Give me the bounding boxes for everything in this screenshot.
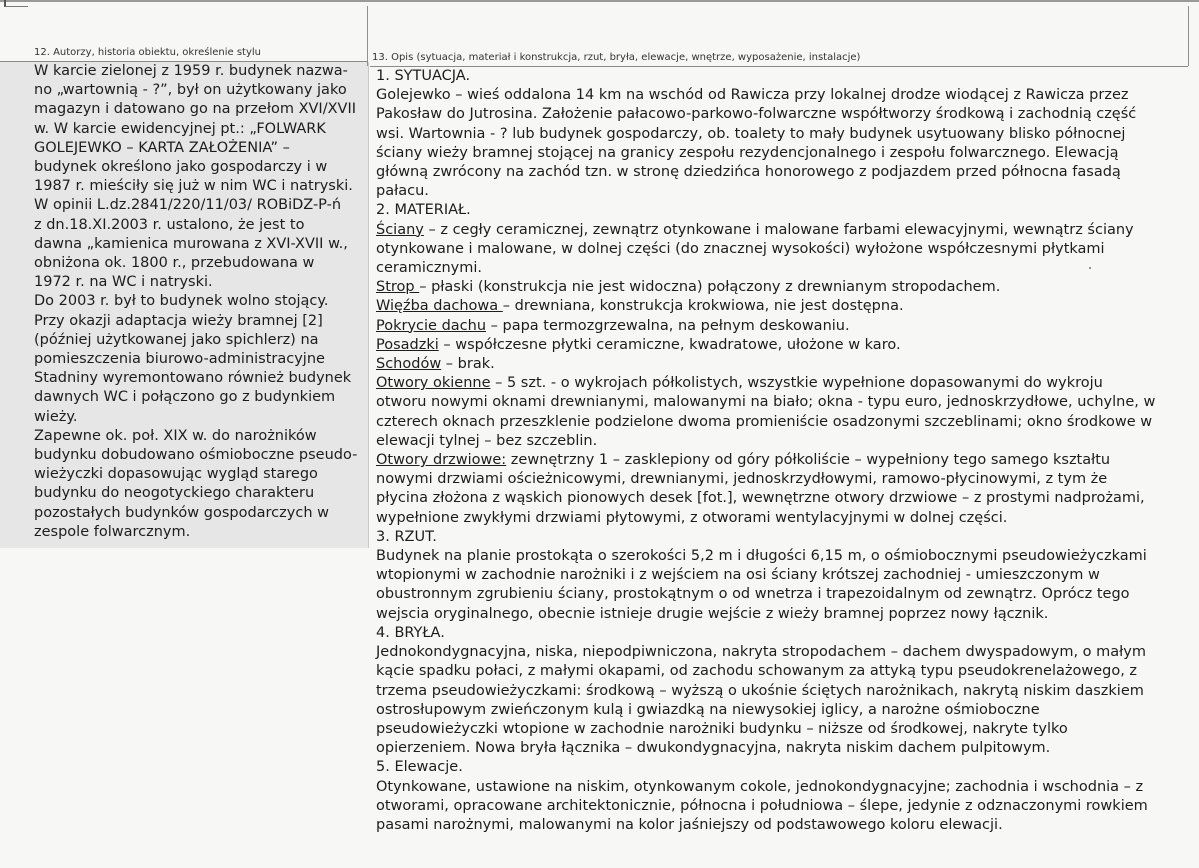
line-text: czterech oknach przeszklenie podzielone dwoma promieniście osadzonymi szczeblinami; okno środkowe w (376, 413, 1153, 430)
line-text: Golejewko – wieś oddalona 14 km na wschód od Rawicza przy lokalnej drodze wiodącej z Rawicza przez (376, 87, 1129, 104)
description-line (376, 624, 1176, 643)
right-section-heading: 13. Opis (sytuacja, materiał i konstrukcja, rzut, bryła, elewacje, wnętrze, wyposażenie, instalacje) (372, 52, 861, 63)
description-line (376, 816, 1176, 835)
description-line (376, 201, 1176, 220)
description-line (376, 643, 1176, 662)
line-text: – papa termozgrzewalna, na pełnym deskowaniu. (486, 317, 850, 334)
column-divider (367, 6, 368, 66)
history-line: (później użytkowanej jako spichlerz) na (34, 331, 319, 348)
line-text: trzema pseudowieżyczkami: środkową – wyższą o ukośnie ściętych narożnikach, nakrytą niskim daszkiem (376, 682, 1144, 699)
underlined-term: Otwory okienne (376, 375, 491, 392)
description-line (376, 125, 1176, 144)
description-line (376, 701, 1176, 720)
history-line: Do 2003 r. był to budynek wolno stojący. (34, 293, 329, 310)
line-text: – 5 szt. - o wykrojach półkolistych, wszystkie wypełnione dopasowanymi do wykroju (490, 375, 1103, 392)
line-text: kącie spadku połaci, z małymi okapami, od zachodu schowanym za attyką typu pseudokrenelażowego, z (376, 663, 1138, 680)
line-text: wtopionymi w zachodnie narożniki i z wejściem na osi ściany krótszej zachodniej - umieszczonym w (376, 567, 1100, 584)
underlined-term: Schodów (376, 356, 442, 373)
description-line (376, 182, 1176, 201)
description-line (376, 67, 1176, 86)
line-text: wejscia oryginalnego, obecnie istnieje drugie wejście z wieży bramnej poprzez nowy łącznik. (376, 605, 1049, 622)
description-line (376, 509, 1176, 528)
history-line: no „wartownią - ?”, był on użytkowany jako (34, 82, 347, 99)
history-line: Zapewne ok. poł. XIX w. do narożników (34, 427, 317, 444)
line-text: wsi. Wartownia - ? lub budynek gospodarczy, ob. toalety to mały budynek usytuowany blisko północnej (376, 125, 1126, 142)
line-text: 1. SYTUACJA. (376, 68, 471, 84)
line-text: pałacu. (376, 183, 429, 200)
description-line (376, 489, 1176, 508)
history-line: dawna „kamienica murowana z XVI-XVII w., (34, 235, 348, 252)
description-line (376, 682, 1176, 701)
line-text: Jednokondygnacyjna, niska, niepodpiwniczona, nakryta stropodachem – dachem dwyspadowym, o małym (376, 644, 1147, 661)
line-text: otynkowane i malowane, w dolnej części (do znacznej wysokości) wyłożone współczesnymi płytkami (376, 240, 1105, 257)
line-text: – brak. (441, 356, 495, 373)
line-text: opierzeniem. Nowa bryła łącznika – dwukondygnacyjna, nakryta niskim dachem pulpitowym. (376, 740, 1051, 757)
line-text: obustronnym zgrubieniu ściany, prostokątnym o od wnetrza i trapezoidalnym od zewnątrz. Oprócz tego (376, 586, 1130, 603)
corner-mark (4, 0, 28, 7)
history-line: w. W karcie ewidencyjnej pt.: „FOLWARK (34, 120, 326, 137)
description-line (376, 259, 1176, 278)
description-text (376, 67, 1176, 835)
line-text: – drewniana, konstrukcja krokwiowa, nie jest dostępna. (502, 298, 904, 315)
line-text: ostrosłupowym zwieńczonym kulą i gwiazdką na niewysokiej iglicy, a narożne ośmioboczne (376, 701, 1040, 718)
line-text: główną zwrócony na zachód tzn. w stronę dziedzińca honorowego z podjazdem przed północna fasadą (376, 164, 1121, 181)
line-text: otworami, opracowane architektonicznie, północna i południowa – ślepe, jedynie z odznaczonymi rowkiem (376, 797, 1148, 814)
description-line (376, 336, 1176, 355)
line-text: – współczesne płytki ceramiczne, kwadratowe, ułożone w karo. (438, 336, 901, 353)
description-line (376, 240, 1176, 259)
description-line (376, 355, 1176, 374)
underlined-term: Posadzki (376, 336, 439, 353)
line-text: wypełnione zwykłymi drzwiami płytowymi, z otworami wentylacyjnymi w dolnej części. (376, 509, 1008, 526)
description-line (376, 278, 1176, 297)
right-edge-divider (1188, 6, 1189, 66)
underlined-term: Więźba dachowa (376, 298, 503, 315)
line-text: Otynkowane, ustawione na niskim, otynkowanym cokole, jednokondygnacyjne; zachodnia i wschodnia – z (376, 778, 1144, 795)
line-text: 2. MATERIAŁ. (376, 202, 471, 219)
description-line (376, 758, 1176, 777)
underlined-term: Otwory drzwiowe: (376, 452, 507, 469)
underlined-term: Ściany (376, 221, 424, 238)
history-text (34, 62, 364, 542)
history-line: zespole folwarcznym. (34, 523, 191, 540)
description-line (376, 797, 1176, 816)
history-line: W opinii L.dz.2841/220/11/03/ ROBiDZ-P-ń (34, 197, 342, 214)
line-text: płycina złożona z wąskich pionowych desek [fot.], wewnętrzne otwory drzwiowe – z prostymi nadprożami, (376, 490, 1145, 507)
description-line (376, 528, 1176, 547)
line-text: Budynek na planie prostokąta o szerokości 5,2 m i długości 6,15 m, o ośmiobocznymi pseudowieżyczkami (376, 548, 1147, 565)
description-line (376, 662, 1176, 681)
line-text: 3. RZUT. (376, 528, 437, 545)
history-line: 1987 r. mieściły się już w nim WC i natryski. (34, 178, 353, 195)
history-line: wieżyczki dopasowując wygląd starego (34, 466, 318, 483)
history-line: budynku do neogotyckiego charakteru (34, 485, 315, 502)
line-text: 4. BRYŁA. (376, 624, 445, 641)
description-line (376, 566, 1176, 585)
line-text: zewnętrzny 1 – zasklepiony od góry półkoliście – wypełniony tego samego kształtu (506, 452, 1111, 469)
history-line: magazyn i datowano go na przełom XVI/XVII (34, 101, 357, 118)
description-line (376, 393, 1176, 412)
description-line (376, 720, 1176, 739)
line-text: pseudowieżyczki wtopione w zachodnie narożniki budynku – niższe od środkowej, nakryte tylko (376, 720, 1068, 737)
line-text: – płaski (konstrukcja nie jest widoczna) połączony z drewnianym stropodachem. (419, 279, 1001, 296)
description-line (376, 470, 1176, 489)
line-text: ceramicznymi. (376, 260, 483, 277)
description-line (376, 297, 1176, 316)
history-line: obniżona ok. 1800 r., przebudowana w (34, 255, 315, 272)
line-text: – z cegły ceramicznej, zewnątrz otynkowane i malowane farbami elewacyjnymi, wewnątrz ściany (423, 221, 1134, 238)
line-text: elewacji tylnej – bez szczeblin. (376, 432, 598, 449)
history-line: z dn.18.XI.2003 r. ustalono, że jest to (34, 216, 305, 233)
description-line (376, 585, 1176, 604)
history-line: Stadniny wyremontowano również budynek (34, 370, 352, 387)
underlined-term: Pokrycie dachu (376, 317, 487, 334)
top-border (0, 0, 1199, 2)
description-line (376, 105, 1176, 124)
description-line (376, 547, 1176, 566)
history-line: W karcie zielonej z 1959 r. budynek nazwa- (34, 63, 348, 79)
description-line (376, 451, 1176, 470)
description-line (376, 413, 1176, 432)
history-line: wieży. (34, 408, 78, 425)
description-line (376, 163, 1176, 182)
history-line: budynek określono jako gospodarczy i w (34, 159, 328, 176)
history-line: pomieszczenia biurowo-administracyjne (34, 351, 325, 368)
history-line: Przy okazji adaptacja wieży bramnej [2] (34, 312, 323, 329)
left-section-heading: 12. Autorzy, historia obiektu, określenie stylu (34, 47, 262, 58)
description-line (376, 317, 1176, 336)
description-line (376, 86, 1176, 105)
line-text: Pakosław do Jutrosina. Założenie pałacowo-parkowo-folwarczne współtworzy środkową i zachodnią część (376, 106, 1137, 123)
description-line (376, 374, 1176, 393)
line-text: otworu nowymi oknami drewnianymi, malowanymi na biało; okna - typu euro, jednoskrzydłowe, uchylne, w (376, 394, 1156, 411)
column-divider-lower (368, 62, 369, 548)
history-line: pozostałych budynków gospodarczych w (34, 504, 329, 521)
description-line (376, 432, 1176, 451)
line-text: pasami narożnymi, malowanymi na kolor jaśniejszy od podstawowego koloru elewacji. (376, 816, 1003, 833)
history-line: GOLEJEWKO – KARTA ZAŁOŻENIA” – (34, 139, 290, 156)
history-line: budynku dobudowano ośmioboczne pseudo- (34, 447, 358, 464)
description-line (376, 778, 1176, 797)
description-line (376, 221, 1176, 240)
description-line (376, 739, 1176, 758)
description-line (376, 605, 1176, 624)
line-text: nowymi drzwiami ościeżnicowymi, drewnianymi, jednoskrzydłowymi, ramowo-płycinowymi, z tym że (376, 471, 1108, 488)
underlined-term: Strop (376, 279, 420, 296)
history-line: 1972 r. na WC i natryski. (34, 274, 213, 291)
history-line: dawnych WC i połączono go z budynkiem (34, 389, 336, 406)
line-text: ściany wieży bramnej stojącej na granicy zespołu rezydencjonalnego i zespołu folwarcznego. Elewacją (376, 144, 1119, 161)
scan-speck (1089, 267, 1091, 269)
line-text: 5. Elewacje. (376, 759, 463, 776)
description-line (376, 144, 1176, 163)
